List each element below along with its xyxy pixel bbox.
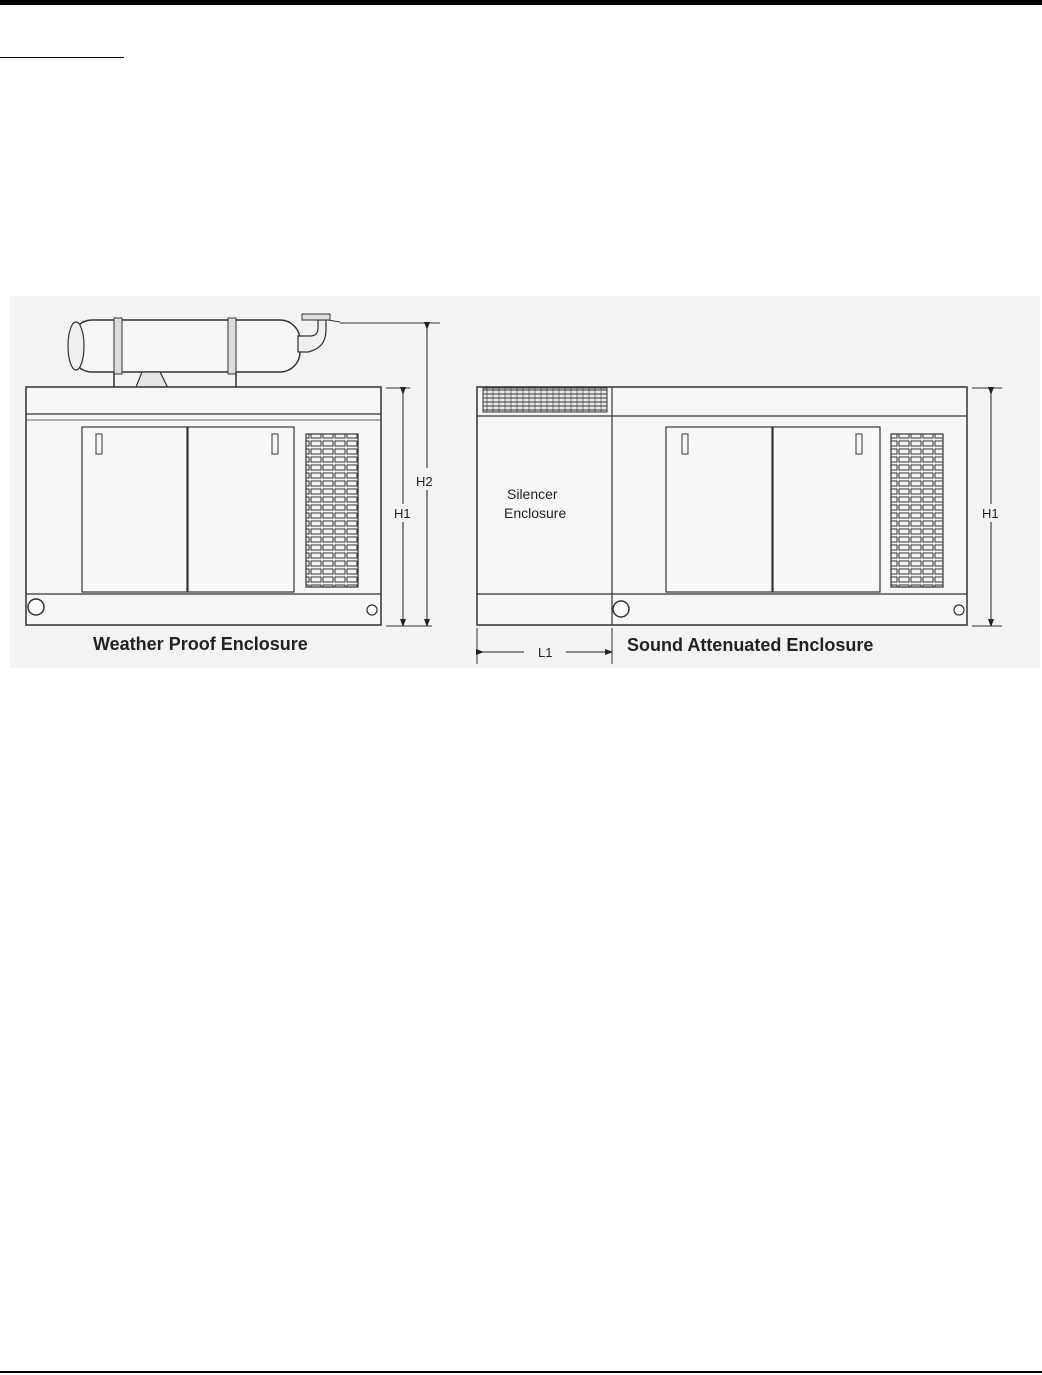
silencer-label-line1: Silencer <box>507 486 558 502</box>
sa-right-door <box>773 427 880 592</box>
silencer-label-line2: Enclosure <box>504 505 567 521</box>
sound-attenuated-caption: Sound Attenuated Enclosure <box>627 635 874 655</box>
weather-proof-caption: Weather Proof Enclosure <box>93 634 308 654</box>
left-door <box>82 427 187 592</box>
dim-label-h1-left: H1 <box>394 506 411 521</box>
bottom-rule <box>0 1371 1042 1373</box>
section-heading-underline <box>0 40 124 58</box>
enclosure-figure <box>10 296 1040 668</box>
dim-label-h1-right: H1 <box>982 506 999 521</box>
silencer-top-grille <box>483 388 607 412</box>
top-rule <box>0 0 1042 5</box>
sa-side-louver <box>891 434 943 587</box>
weather-proof-enclosure <box>26 314 440 654</box>
enclosure-drawing <box>10 296 1040 668</box>
dim-label-l1: L1 <box>538 645 553 660</box>
dim-label-h2: H2 <box>416 474 433 489</box>
sound-attenuated-enclosure <box>477 387 1002 664</box>
side-louver <box>306 434 358 587</box>
